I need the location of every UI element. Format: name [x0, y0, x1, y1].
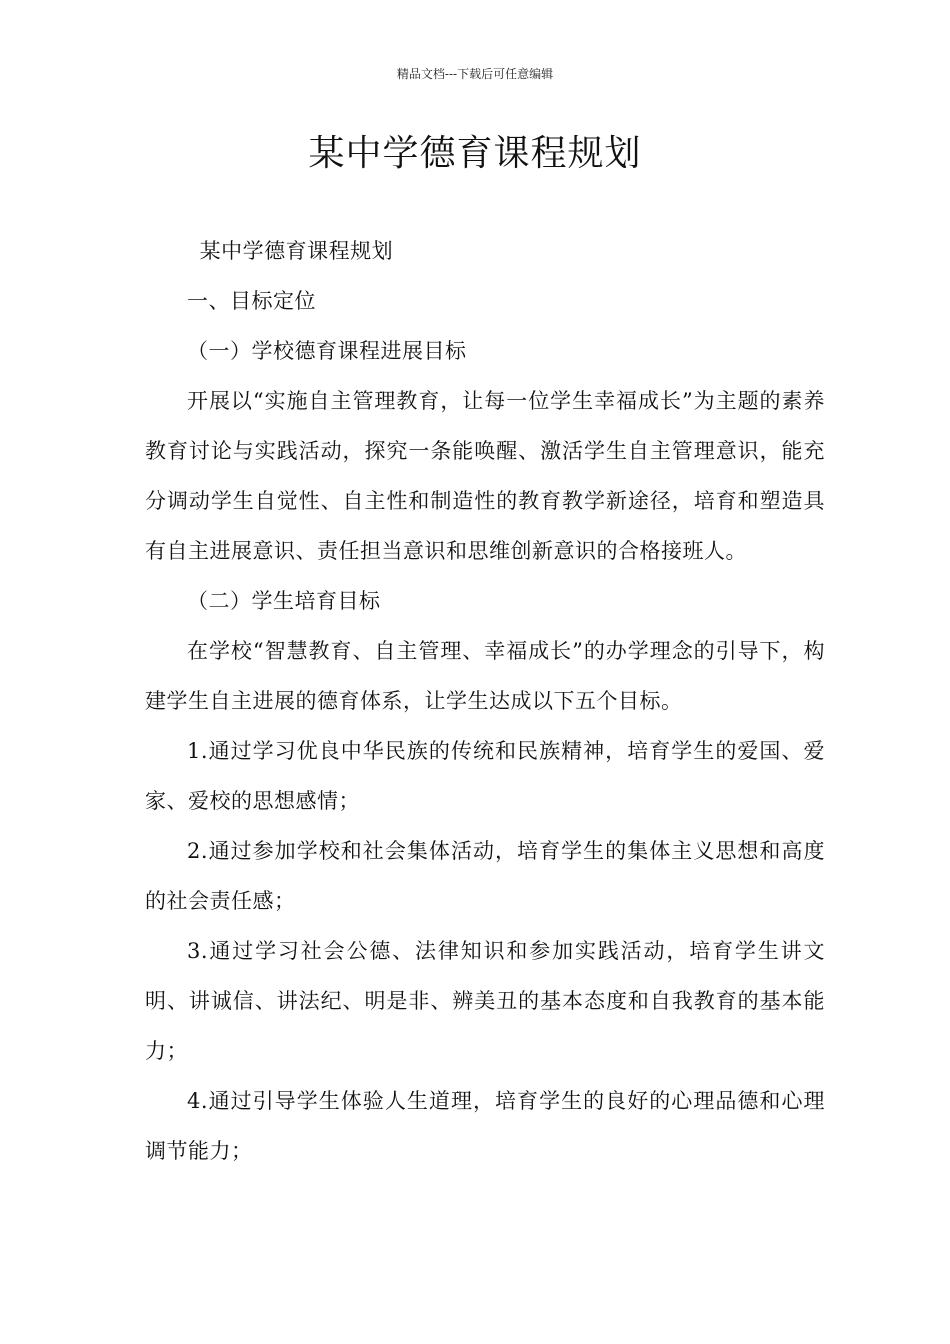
list-item-goal-1: 1.通过学习优良中华民族的传统和民族精神，培育学生的爱国、爱家、爱校的思想感情； — [145, 739, 825, 813]
subsection-heading-school-goals: （一）学校德育课程进展目标 — [187, 339, 467, 363]
document-title: 某中学德育课程规划 — [308, 133, 642, 174]
subsection-heading-student-goals: （二）学生培育目标 — [187, 589, 381, 613]
document-body — [145, 226, 825, 1176]
header-note: 精品文档---下载后可任意编辑 — [396, 67, 554, 81]
list-item-goal-4: 4.通过引导学生体验人生道理，培育学生的良好的心理品德和心理调节能力； — [145, 1089, 825, 1163]
list-item-goal-2: 2.通过参加学校和社会集体活动，培育学生的集体主义思想和高度的社会责任感； — [145, 839, 825, 913]
paragraph-school-goals: 开展以“实施自主管理教育，让每一位学生幸福成长”为主题的素养教育讨论与实践活动，探究一条能唤醒、激活学生自主管理意识，能充分调动学生自觉性、自主性和制造性的教育教学新途径，培育和塑造具有自主进展意识、责任担当意识和思维创新意识的合格接班人。 — [145, 389, 825, 563]
body-subtitle: 某中学德育课程规划 — [199, 239, 394, 263]
section-heading-goals: 一、目标定位 — [187, 289, 316, 313]
paragraph-student-goals-intro: 在学校“智慧教育、自主管理、幸福成长”的办学理念的引导下，构建学生自主进展的德育体系，让学生达成以下五个目标。 — [145, 639, 825, 713]
list-item-goal-3: 3.通过学习社会公德、法律知识和参加实践活动，培育学生讲文明、讲诚信、讲法纪、明是非、辨美丑的基本态度和自我教育的基本能力； — [145, 939, 825, 1063]
